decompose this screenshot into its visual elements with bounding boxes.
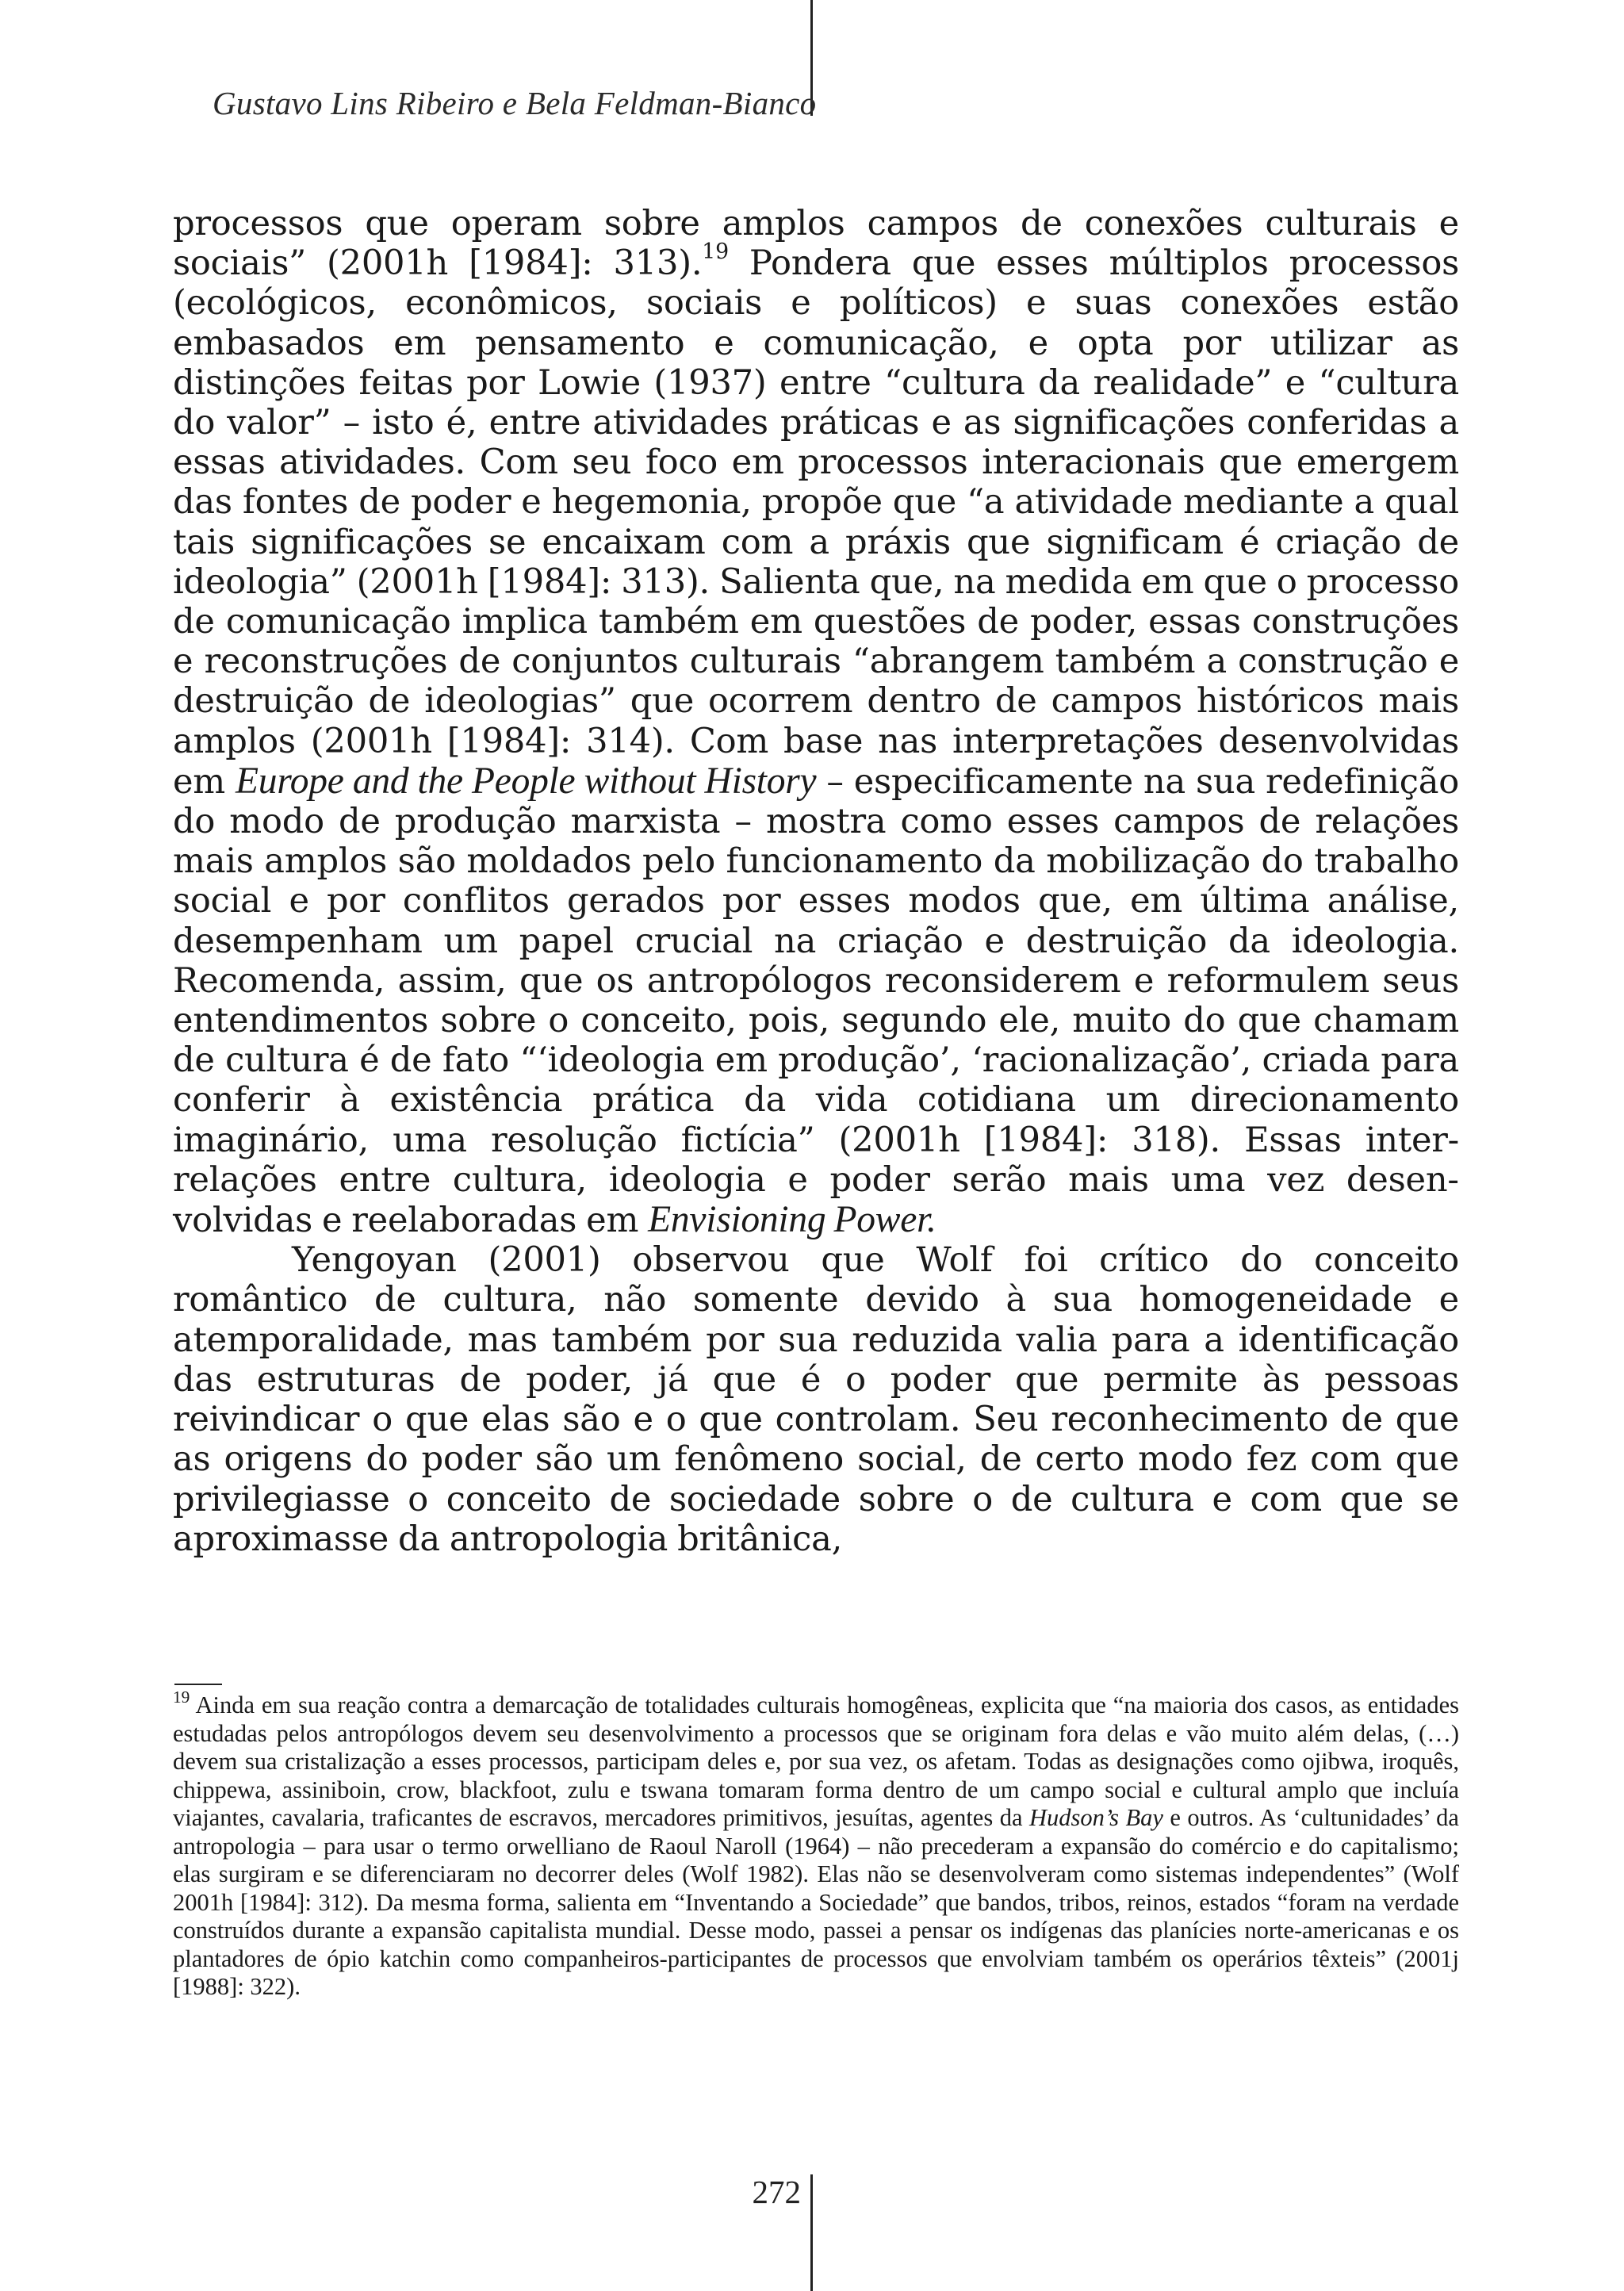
main-text: [173, 204, 1459, 1559]
paragraph-1: [173, 204, 1459, 1240]
book-title-envisioning-power: Envisioning Power.: [648, 1199, 936, 1241]
page-number: 272: [752, 2174, 801, 2210]
footnote-19: [173, 1688, 1459, 2002]
footer-vertical-rule: [810, 2174, 813, 2291]
footnote-company-name: Hudson’s Bay: [1028, 1804, 1163, 1831]
paragraph-1-text-a: processos que operam sobre amplos campos de conexões culturais e sociais” (2001h [1984]: 313).: [173, 204, 1459, 284]
running-head-authors: Gustavo Lins Ribeiro e Bela Feldman-Bianco: [213, 85, 817, 121]
paragraph-2: Yengoyan (2001) observou que Wolf foi crítico do conceito romântico de cultura, não somente devido à sua homogeneidade e atemporalidade, mas também por sua reduzida valia para a identificação das estruturas de poder, já que é o poder que permite às pessoas reivindicar o que elas são e o que controlam. Seu reconhecimento de que as origens do poder são um fenômeno social, de certo modo fez com que privilegiasse o conceito de sociedade sobre o de cultura e com que se aproximasse da antropologia britânica,: [173, 1240, 1459, 1559]
footnote-number: 19: [173, 1688, 190, 1707]
footnote-text-a: Ainda em sua reação contra a demarcação de totalidades culturais homogêneas, explicita que “na maioria dos casos, as entidades estudadas pelos antropólogos devem seu desenvolvimento a processos que se originam fora delas e vão muito além delas, (…) devem sua cristalização a esses processos, participam deles e, por sua vez, os afetam. Todas as designações como ojibwa, iroquês, chippewa, assiniboin, crow, blackfoot, zulu e tswana tomaram forma dentro de um campo social e cultural amplo que incluía viajantes, cavalaria, traficantes de escravos, mercadores primitivos, jesuítas, agentes da: [173, 1691, 1459, 1831]
paragraph-1-text-b: Pondera que esses múltiplos processos (ecológicos, econômicos, sociais e políticos) e suas conexões estão embasados em pensamento e comunicação, e opta por utilizar as distinções feitas por Lowie (1937) entre “cultura da realidade” e “cultura do valor” – isto é, entre atividades práticas e as significações conferidas a essas atividades. Com seu foco em processos interacionais que emergem das fontes de poder e hegemonia, propõe que “a atividade mediante a qual tais significações se encaixam com a práxis que significam é criação de ideologia” (2001h [1984]: 313). Salienta que, na medida em que o processo de comunicação implica também em questões de poder, essas construções e reconstruções de conjuntos culturais “abrangem também a construção e destruição de ideologias” que ocorrem dentro de campos históricos mais amplos (2001h [1984]: 314). Com base nas interpretações desenvolvidas em: [173, 243, 1459, 802]
book-title-europe: Europe and the People without History: [236, 760, 817, 802]
footnote-reference-19[interactable]: 19: [702, 239, 729, 265]
footnote-text-b: e outros. As ‘cultunidades’ da antropologia – para usar o termo orwelliano de Raoul Naroll (1964) – não precederam a expansão do comércio e do capitalismo; elas surgiram e se diferenciaram no decorrer deles (Wolf 1982). Elas não se desenvolveram como sistemas independentes” (Wolf 2001h [1984]: 312). Da mesma forma, salienta em “Inventando a Sociedade” que bandos, tribos, reinos, estados “foram na verdade construídos durante a expansão capitalista mundial. Desse modo, passei a pensar os indígenas das planícies norte-americanas e os plantadores de ópio katchin como companheiros-participantes de processos que envolviam também os operários têxteis” (2001j [1988]: 322).: [173, 1804, 1459, 2000]
footnote-separator: [174, 1684, 222, 1685]
paragraph-1-text-c: – especificamente na sua redefinição do modo de produção marxista – mostra como esses campos de relações mais amplos são moldados pelo funcionamento da mobilização do trabalho social e por conflitos gerados por esses modos que, em última análise, desempenham um papel crucial na criação e destruição da ideologia. Recomenda, assim, que os antropólogos reconsiderem e reformulem seus entendimentos sobre o conceito, pois, segundo ele, muito do que chamam de cultura é de fato “‘ideologia em produção’, ‘racionalização’, criada para conferir à existência prática da vida cotidiana um direcionamento imaginário, uma resolução fictícia” (2001h [1984]: 318). Essas inter-relações entre cultura, ideologia e poder serão mais uma vez desenvolvidas e reelaboradas em: [173, 761, 1459, 1241]
